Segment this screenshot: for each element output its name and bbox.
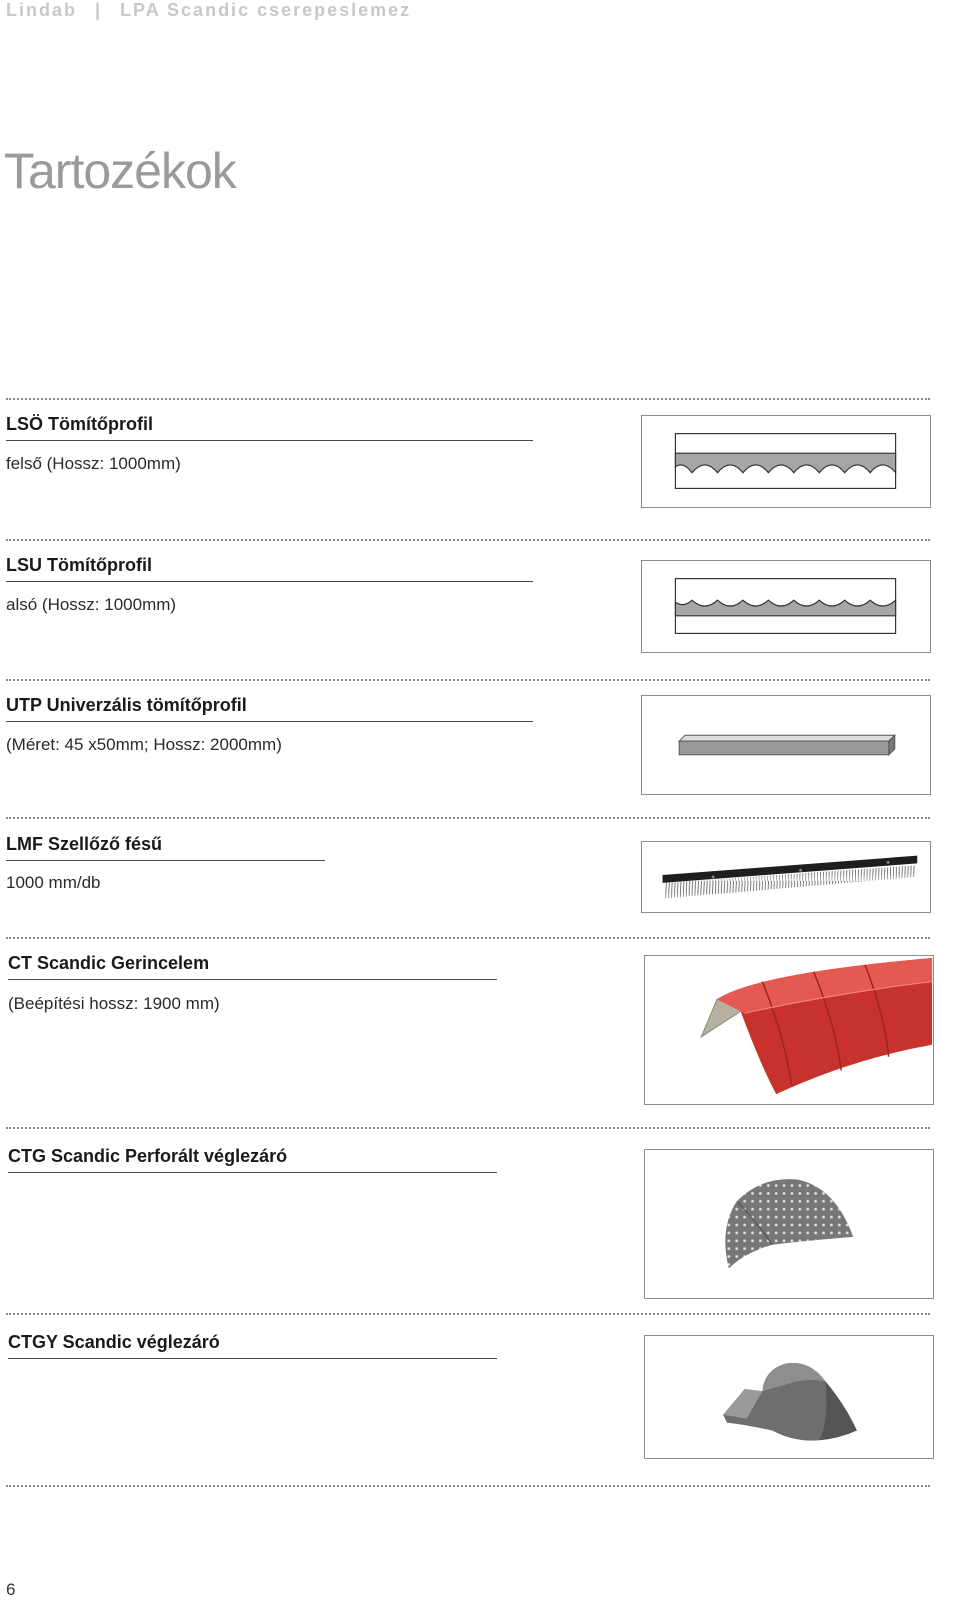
- item-name-lsu: LSU Tömítőprofil: [6, 555, 152, 575]
- item-desc-lso: felső (Hossz: 1000mm): [6, 454, 181, 473]
- header-separator: |: [95, 0, 103, 20]
- ct-ridge-svg: [645, 956, 933, 1104]
- item-name-ctg: CTG Scandic Perforált véglezáró: [8, 1146, 288, 1166]
- header-brand: Lindab: [6, 0, 77, 20]
- dotted-divider: [6, 817, 930, 819]
- page-number: 6: [6, 1580, 16, 1599]
- item-desc-lsu: alsó (Hossz: 1000mm): [6, 595, 177, 614]
- header-product: LPA Scandic cserepeslemez: [120, 0, 412, 20]
- item-underline: [8, 1358, 497, 1359]
- item-underline: [6, 581, 533, 582]
- item-desc-utp: (Méret: 45 x50mm; Hossz: 2000mm): [6, 735, 282, 754]
- ctg-perforated-endcap: [644, 1149, 934, 1299]
- item-underline: [6, 440, 533, 441]
- item-underline: [8, 979, 497, 980]
- ct-ridge-element: [644, 955, 934, 1105]
- item-name-ct: CT Scandic Gerincelem: [8, 953, 210, 973]
- lsu-profile-svg: [642, 561, 930, 652]
- lsu-profile-drawing: [641, 560, 931, 653]
- item-desc-ct: (Beépítési hossz: 1900 mm): [8, 994, 220, 1013]
- dotted-divider: [6, 398, 930, 400]
- lso-profile-drawing: [641, 415, 931, 508]
- utp-bar-svg: [642, 696, 930, 794]
- utp-profile-bar: [641, 695, 931, 795]
- item-name-lso: LSÖ Tömítőprofil: [6, 414, 153, 434]
- dotted-divider: [6, 1485, 930, 1487]
- dotted-divider: [6, 937, 930, 939]
- running-header: [6, 0, 411, 21]
- lso-profile-svg: [642, 416, 930, 507]
- dotted-divider: [6, 539, 930, 541]
- dotted-divider: [6, 1127, 930, 1129]
- dotted-divider: [6, 1313, 930, 1315]
- item-underline: [6, 721, 533, 722]
- lmf-comb-svg: [642, 842, 930, 912]
- item-name-lmf: LMF Szellőző fésű: [6, 834, 163, 854]
- ctgy-endcap-svg: [645, 1336, 933, 1458]
- item-name-utp: UTP Univerzális tömítőprofil: [6, 695, 247, 715]
- ctgy-endcap: [644, 1335, 934, 1459]
- page-title: Tartozékok: [4, 143, 236, 199]
- lmf-vent-comb: [641, 841, 931, 913]
- item-underline: [6, 860, 325, 861]
- ctg-endcap-svg: [645, 1150, 933, 1298]
- item-underline: [8, 1172, 497, 1173]
- dotted-divider: [6, 679, 930, 681]
- item-name-ctgy: CTGY Scandic véglezáró: [8, 1332, 220, 1352]
- item-desc-lmf: 1000 mm/db: [6, 873, 101, 892]
